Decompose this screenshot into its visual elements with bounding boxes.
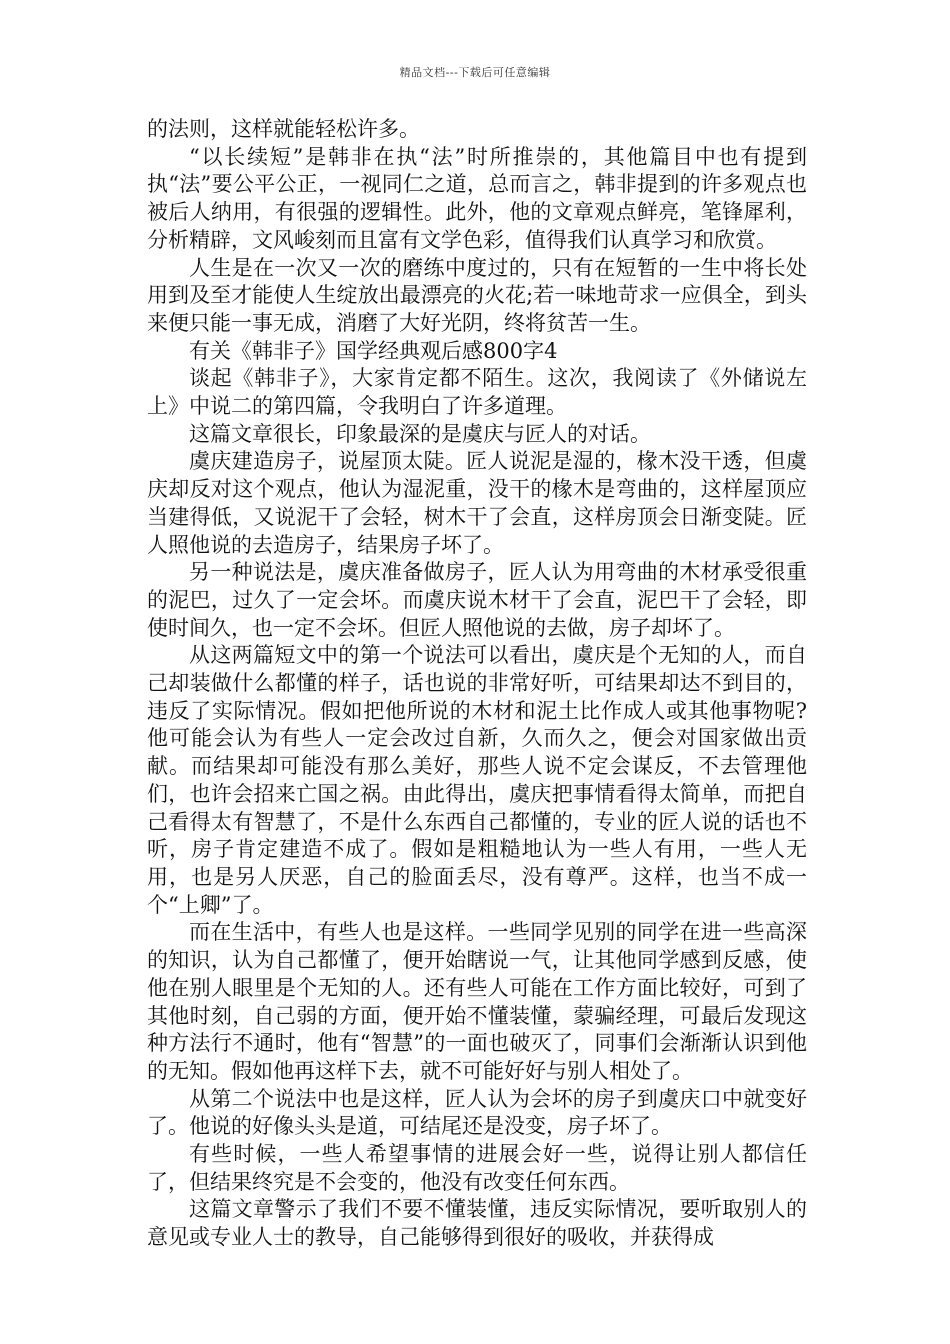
section-heading: 有关《韩非子》国学经典观后感800字4 <box>189 338 558 363</box>
paragraph: 另一种说法是，虞庆准备做房子，匠人认为用弯曲的木材承受很重的泥巴，过久了一定会坏。而虞庆说木材干了会直，泥巴干了会轻，即使时间久，也一定不会坏。但匠人照他说的去做，房子却坏了。 <box>147 560 807 640</box>
paragraph: 有些时候，一些人希望事情的进展会好一些，说得让别人都信任了，但结果终究是不会变的，他没有改变任何东西。 <box>147 1142 807 1194</box>
paragraph: 而在生活中，有些人也是这样。一些同学见别的同学在进一些高深的知识，认为自己都懂了，便开始瞎说一气，让其他同学感到反感，使他在别人眼里是个无知的人。还有些人可能在工作方面比较好，可到了其他时刻，自己弱的方面，便开始不懂装懂，蒙骗经理，可最后发现这种方法行不通时，他有“智慧”的一面也破灭了，同事们会渐渐认识到他的无知。假如他再这样下去，就不可能好好与别人相处了。 <box>147 920 807 1083</box>
document-body <box>147 116 807 1252</box>
paragraph: 从这两篇短文中的第一个说法可以看出，虞庆是个无知的人，而自己却装做什么都懂的样子，话也说的非常好听，可结果却达不到目的，违反了实际情况。假如把他所说的木材和泥土比作成人或其他事物呢?他可能会认为有些人一定会改过自新，久而久之，便会对国家做出贡献。而结果却可能没有那么美好，那些人说不定会谋反，不去管理他们，也许会招来亡国之祸。由此得出，虞庆把事情看得太简单，而把自己看得太有智慧了，不是什么东西自己都懂的，专业的匠人说的话也不听，房子肯定建造不成了。假如是粗糙地认为一些人有用，一些人无用，也是另人厌恶，自己的脸面丢尽，没有尊严。这样，也当不成一个“上卿”了。 <box>147 643 807 917</box>
paragraph: 从第二个说法中也是这样，匠人认为会坏的房子到虞庆口中就变好了。他说的好像头头是道，可结尾还是没变，房子坏了。 <box>147 1086 807 1139</box>
paragraph: “以长续短”是韩非在执“法”时所推崇的，其他篇目中也有提到执“法”要公平公正，一视同仁之道，总而言之，韩非提到的许多观点也被后人纳用，有很强的逻辑性。此外，他的文章观点鲜亮，笔锋犀利，分析精辟，文风峻刻而且富有文学色彩，值得我们认真学习和欣赏。 <box>147 144 807 252</box>
paragraph: 谈起《韩非子》，大家肯定都不陌生。这次，我阅读了《外储说左上》中说二的第四篇，令我明白了许多道理。 <box>147 366 807 419</box>
paragraph: 人生是在一次又一次的磨练中度过的，只有在短暂的一生中将长处用到及至才能使人生绽放出最漂亮的火花;若一味地苛求一应俱全，到头来便只能一事无成，消磨了大好光阴，终将贫苦一生。 <box>147 255 807 335</box>
page-header: 精品文档---下载后可任意编辑 <box>399 66 551 79</box>
paragraph: 这篇文章很长，印象最深的是虞庆与匠人的对话。 <box>189 421 651 446</box>
paragraph: 这篇文章警示了我们不要不懂装懂，违反实际情况，要听取别人的意见或专业人士的教导，自己能够得到很好的吸收，并获得成 <box>147 1197 807 1250</box>
paragraph: 虞庆建造房子，说屋顶太陡。匠人说泥是湿的，椽木没干透，但虞庆却反对这个观点，他认为湿泥重，没干的椽木是弯曲的，这样屋顶应当建得低，又说泥干了会轻，树木干了会直，这样房顶会日渐变陡。匠人照他说的去造房子，结果房子坏了。 <box>147 449 807 557</box>
paragraph: 的法则，这样就能轻松许多。 <box>147 117 420 141</box>
